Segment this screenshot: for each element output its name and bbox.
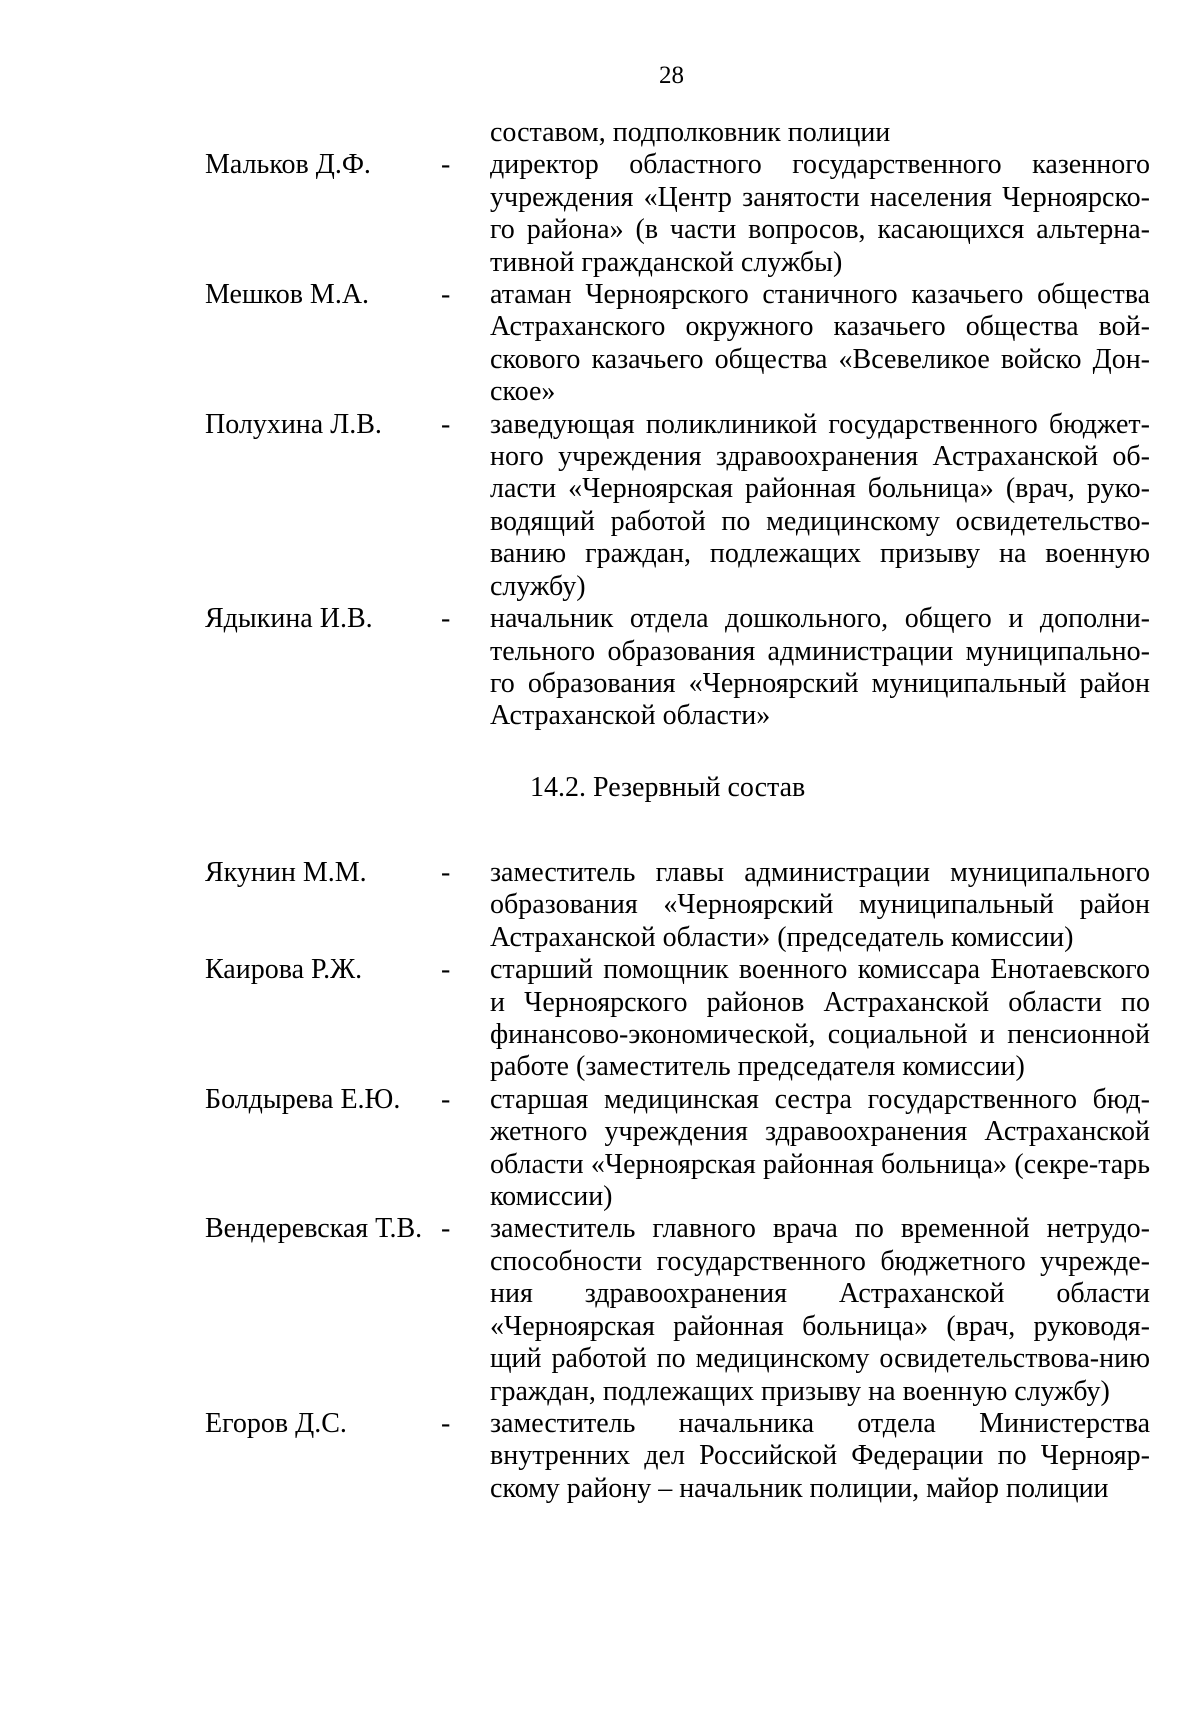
dash-separator: - — [441, 954, 451, 986]
member-position: старшая медицинская сестра государственного бюд-жетного учреждения здравоохранения Астраханской области «Черноярская районная больница» (секре-тарь комиссии) — [490, 1083, 1150, 1213]
member-name: Мешков М.А. — [205, 279, 370, 311]
member-entry — [205, 1213, 1150, 1407]
dash-separator: - — [441, 1213, 451, 1245]
member-name: Ядыкина И.В. — [205, 603, 373, 635]
section-heading: 14.2. Резервный состав — [530, 772, 806, 803]
page-number: 28 — [659, 62, 684, 89]
dash-separator: - — [441, 149, 451, 181]
member-position: заместитель главы администрации муниципального образования «Черноярский муниципальный район Астраханской области» (председатель комиссии) — [490, 857, 1150, 953]
dash-separator: - — [441, 857, 451, 888]
member-position: атаман Черноярского станичного казачьего общества Астраханского окружного казачьего общества вой-скового казачьего общества «Всевеликое войско Дон-ское» — [490, 279, 1150, 408]
commission-main-list — [205, 117, 1150, 733]
dash-separator: - — [441, 1083, 451, 1115]
commission-reserve-list — [205, 857, 1150, 1505]
member-name: Мальков Д.Ф. — [205, 149, 371, 181]
member-name: Полухина Л.В. — [205, 408, 382, 440]
member-name: Якунин М.М. — [205, 857, 367, 888]
dash-separator: - — [441, 603, 451, 635]
member-position: заместитель главного врача по временной нетрудо-способности государственного бюджетного учрежде-ния здравоохранения Астраханской области «Черноярская районная больница» (врач, руководя-щий работой по медицинскому освидетельствова-нию граждан, подлежащих призыву на военную службу) — [490, 1213, 1150, 1407]
member-entry — [205, 279, 1150, 409]
member-position: старший помощник военного комиссара Енотаевского и Черноярского районов Астраханской области по финансово-экономической, социальной и пенсионной работе (заместитель председателя комиссии) — [490, 954, 1150, 1083]
member-name: Вендеревская Т.В. — [205, 1213, 423, 1245]
member-name: Егоров Д.С. — [205, 1407, 347, 1439]
member-entry — [205, 857, 1150, 954]
member-entry — [205, 954, 1150, 1084]
member-position: директор областного государственного казенного учреждения «Центр занятости населения Черноярско-го района» (в части вопросов, касающихся альтерна-тивной гражданской службы) — [490, 149, 1150, 278]
member-entry — [205, 1084, 1150, 1214]
member-entry — [205, 409, 1150, 603]
member-position: заведующая поликлиникой государственного бюджет-ного учреждения здравоохранения Астраханской об-ласти «Черноярская районная больница» (врач, руко-водящий работой по медицинскому освидетельство-ванию граждан, подлежащих призыву на военную службу) — [490, 408, 1150, 602]
member-entry — [205, 603, 1150, 733]
dash-separator: - — [441, 279, 451, 311]
member-position: заместитель начальника отдела Министерства внутренних дел Российской Федерации по Чернояр-скому району – начальник полиции, майор полиции — [490, 1407, 1150, 1504]
dash-separator: - — [441, 408, 451, 440]
member-position: начальник отдела дошкольного, общего и дополни-тельного образования администрации муниципально-го образования «Черноярский муниципальный район Астраханской области» — [490, 603, 1150, 732]
member-name: Каирова Р.Ж. — [205, 954, 363, 986]
member-name: Болдырева Е.Ю. — [205, 1083, 401, 1115]
member-entry — [205, 149, 1150, 279]
continuation-text: составом, подполковник полиции — [490, 117, 891, 148]
dash-separator: - — [441, 1407, 451, 1439]
member-entry — [205, 1408, 1150, 1505]
